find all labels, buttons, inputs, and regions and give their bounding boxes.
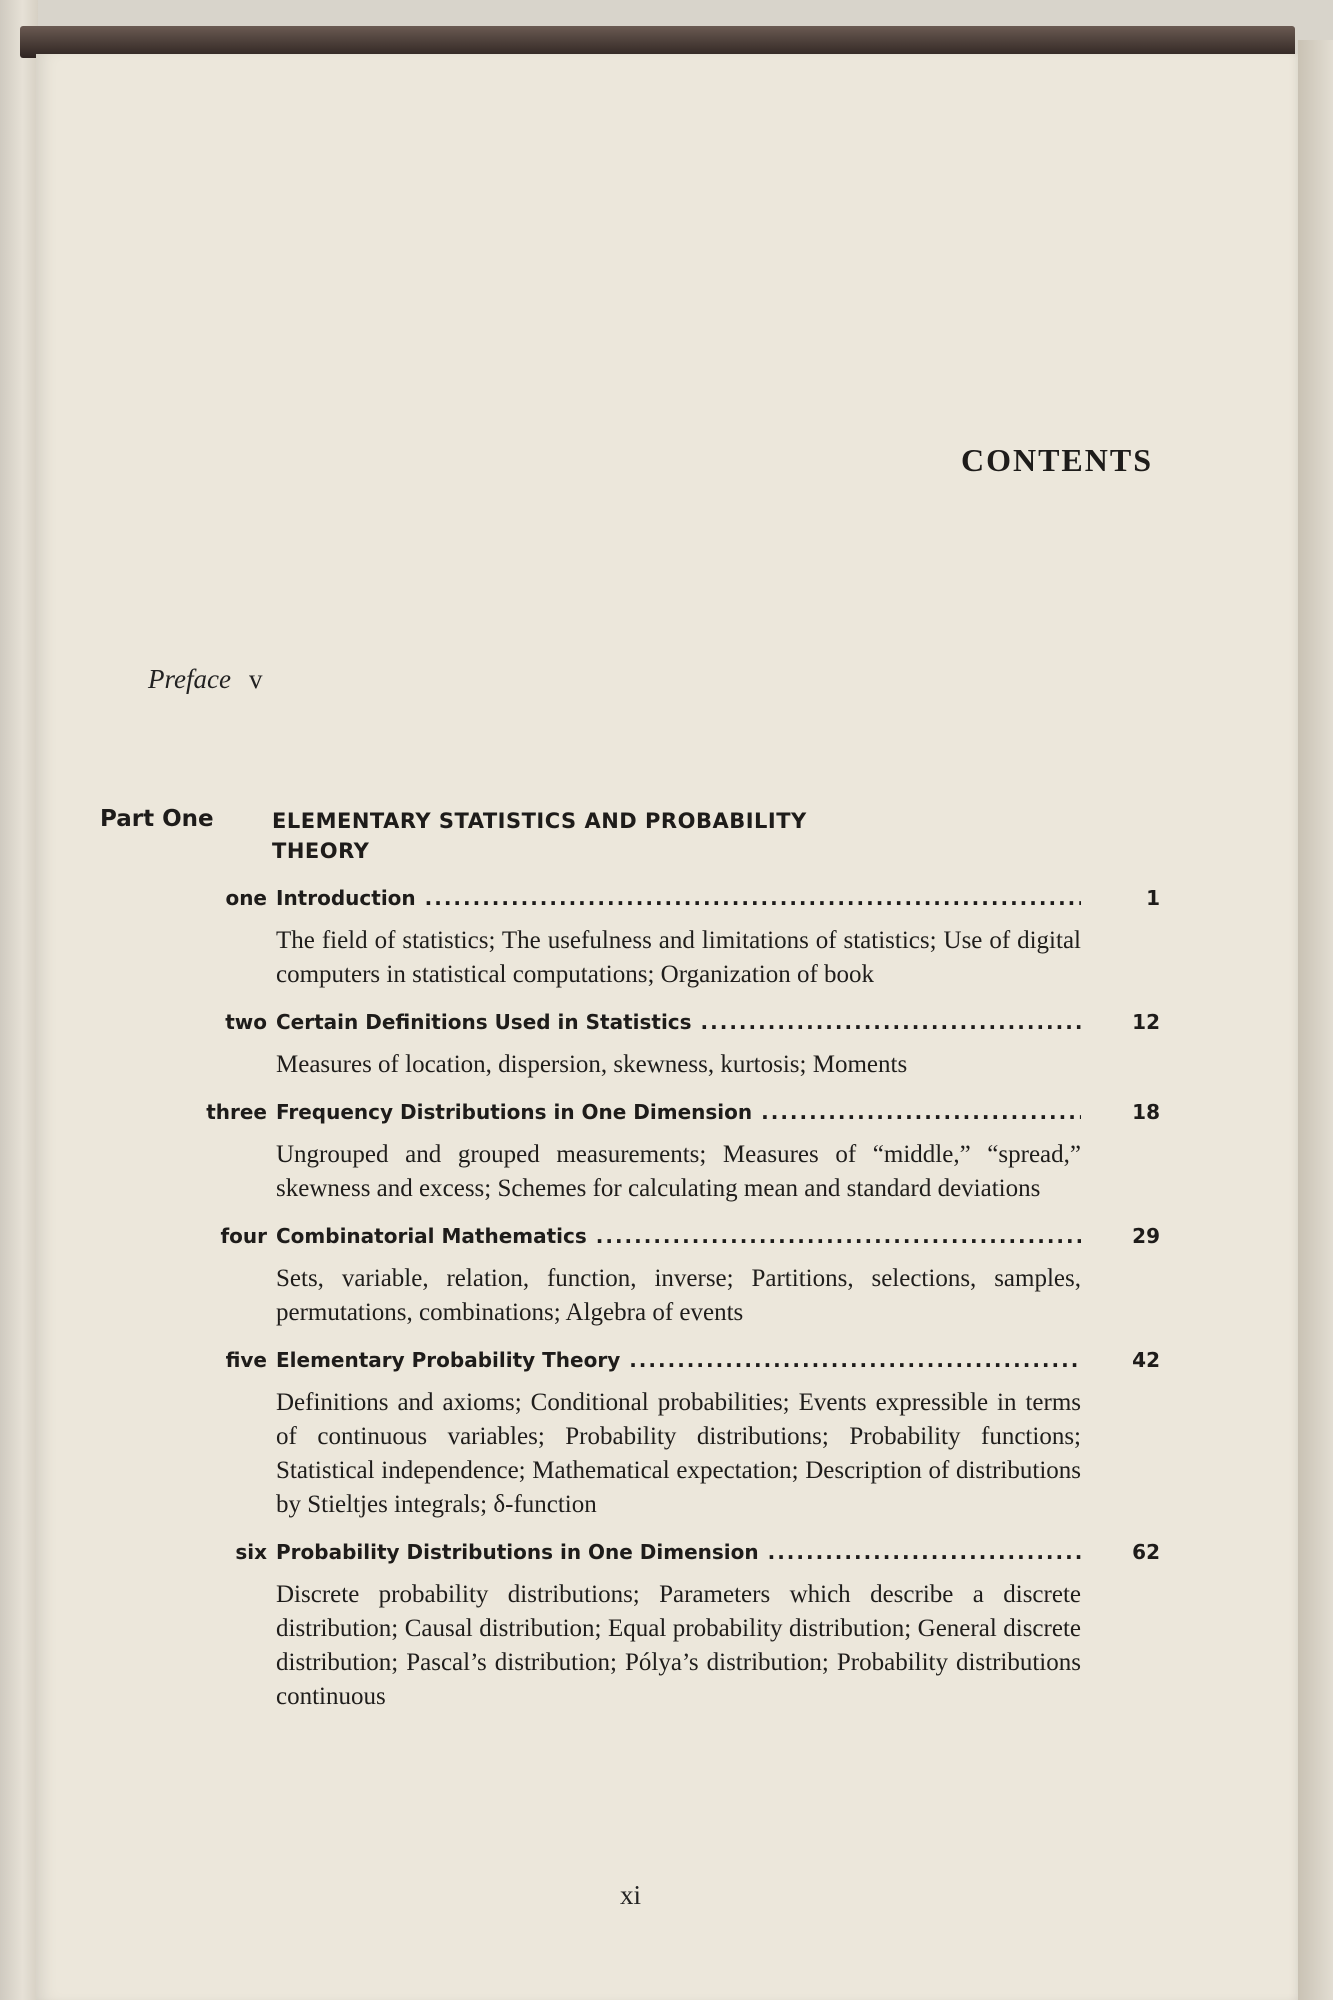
chapter-number: one [225, 886, 267, 910]
chapter-page-number: 18 [1132, 1100, 1160, 1124]
book-right-edge [1298, 40, 1333, 2000]
chapter-page-number: 29 [1132, 1224, 1160, 1248]
chapter-number: five [225, 1348, 267, 1372]
preface-page-number: v [248, 664, 263, 694]
book-left-edge [0, 0, 38, 2000]
part-title: ELEMENTARY STATISTICS AND PROBABILITY THEORY [272, 809, 807, 863]
chapter-entry [100, 1344, 1160, 1522]
chapter-description: Sets, variable, relation, function, inverse; Partitions, selections, samples, permutations, combinations; Algebra of events [276, 1265, 1081, 1326]
chapter-description: The field of statistics; The usefulness and limitations of statistics; Use of digital computers in statistical computations; Organization of book [276, 927, 1081, 988]
chapter-description: Definitions and axioms; Conditional probabilities; Events expressible in terms of continuous variables; Probability distributions; Probability functions; Statistical independence; Mathematical expectation; Description of distributions by Stieltjes integrals; δ-function [276, 1389, 1081, 1518]
preface-label: Preface [148, 664, 231, 694]
chapter-number: six [235, 1540, 267, 1564]
chapter-entry [100, 1536, 1160, 1714]
chapter-title: Frequency Distributions in One Dimension ..... [276, 1100, 1081, 1124]
chapter-entry [100, 1096, 1160, 1206]
chapter-page-number: 12 [1132, 1010, 1160, 1034]
chapter-page-number: 1 [1146, 886, 1160, 910]
chapter-title: Introduction ..... [276, 886, 1081, 910]
chapter-list [100, 882, 1160, 1728]
chapter-entry [100, 1006, 1160, 1082]
chapter-description: Discrete probability distributions; Parameters which describe a discrete distribution; Causal distribution; Equal probability distribution; General discrete distribution; Pascal’s distribution; Pólya’s distribution; Probability distributions continuous [276, 1581, 1081, 1710]
chapter-number: two [225, 1010, 267, 1034]
chapter-entry [100, 1220, 1160, 1330]
page-title: CONTENTS [960, 442, 1153, 478]
chapter-title: Combinatorial Mathematics ..... [276, 1224, 1081, 1248]
chapter-title: Elementary Probability Theory ..... [276, 1348, 1081, 1372]
preface-entry [148, 664, 262, 695]
chapter-description: Measures of location, dispersion, skewness, kurtosis; Moments [276, 1051, 908, 1078]
chapter-title: Certain Definitions Used in Statistics ..... [276, 1010, 1081, 1034]
chapter-number: three [206, 1100, 267, 1124]
chapter-page-number: 62 [1132, 1540, 1160, 1564]
chapter-page-number: 42 [1132, 1348, 1160, 1372]
chapter-description: Ungrouped and grouped measurements; Measures of “middle,” “spread,” skewness and excess; Schemes for calculating mean and standard deviations [276, 1141, 1081, 1202]
page-folio: xi [620, 1880, 642, 1910]
part-label: Part One [100, 806, 214, 832]
chapter-entry [100, 882, 1160, 992]
chapter-title: Probability Distributions in One Dimension ..... [276, 1540, 1081, 1564]
chapter-number: four [220, 1224, 267, 1248]
